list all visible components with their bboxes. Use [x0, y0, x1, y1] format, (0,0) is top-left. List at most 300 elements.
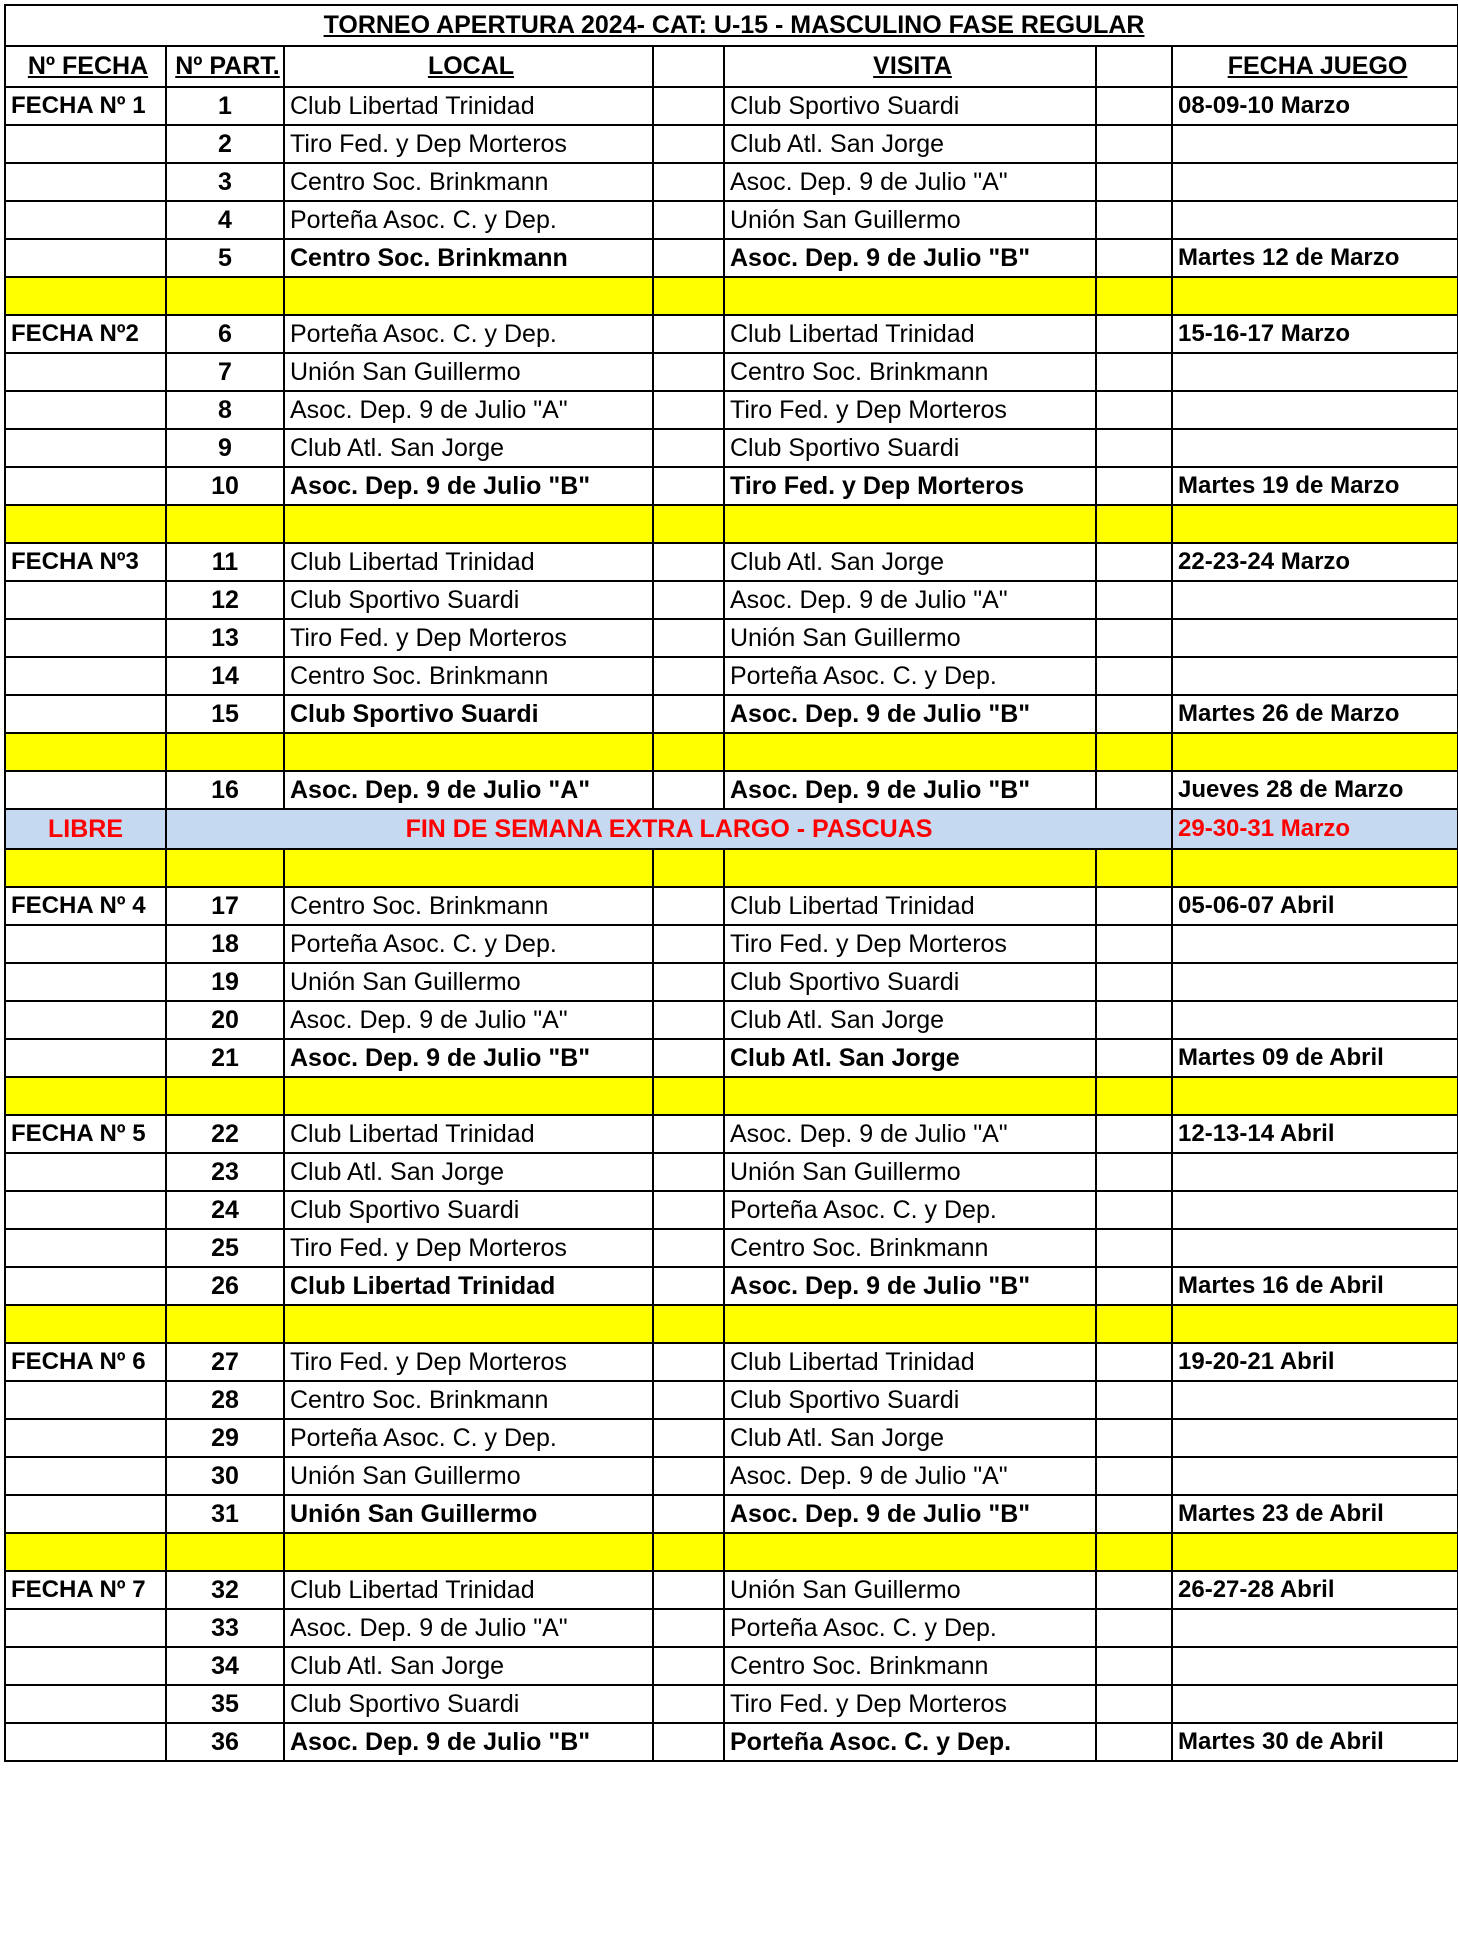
spacer-cell — [1096, 87, 1172, 125]
spacer-cell — [653, 1001, 724, 1039]
visiting-team: Asoc. Dep. 9 de Julio "B" — [724, 695, 1096, 733]
match-date — [1172, 429, 1458, 467]
match-number: 33 — [166, 1609, 284, 1647]
match-number: 27 — [166, 1343, 284, 1381]
match-date — [1172, 1229, 1458, 1267]
separator-cell — [1172, 1077, 1458, 1115]
local-team: Asoc. Dep. 9 de Julio "B" — [284, 1039, 653, 1077]
visiting-team: Unión San Guillermo — [724, 1571, 1096, 1609]
spacer-cell — [653, 1647, 724, 1685]
match-number: 31 — [166, 1495, 284, 1533]
fecha-cell: FECHA Nº 5 — [5, 1115, 166, 1153]
match-row — [5, 543, 1458, 581]
spacer-cell — [653, 87, 724, 125]
visiting-team: Unión San Guillermo — [724, 201, 1096, 239]
match-row — [5, 581, 1458, 619]
separator-cell — [166, 849, 284, 887]
match-number: 24 — [166, 1191, 284, 1229]
local-team: Unión San Guillermo — [284, 1457, 653, 1495]
libre-date: 29-30-31 Marzo — [1172, 809, 1458, 849]
fecha-cell — [5, 1495, 166, 1533]
separator-row — [5, 733, 1458, 771]
separator-cell — [724, 1305, 1096, 1343]
spacer-cell — [1096, 1723, 1172, 1761]
header-partido: Nº PART. — [166, 46, 284, 87]
header-fecha: Nº FECHA — [5, 46, 166, 87]
separator-cell — [5, 1533, 166, 1571]
local-team: Centro Soc. Brinkmann — [284, 239, 653, 277]
match-date — [1172, 1381, 1458, 1419]
match-number: 34 — [166, 1647, 284, 1685]
fecha-cell — [5, 1723, 166, 1761]
local-team: Club Atl. San Jorge — [284, 1153, 653, 1191]
separator-cell — [1096, 1077, 1172, 1115]
local-team: Porteña Asoc. C. y Dep. — [284, 201, 653, 239]
match-row — [5, 1343, 1458, 1381]
local-team: Asoc. Dep. 9 de Julio "B" — [284, 467, 653, 505]
fecha-cell — [5, 1039, 166, 1077]
local-team: Unión San Guillermo — [284, 353, 653, 391]
local-team: Asoc. Dep. 9 de Julio "A" — [284, 1001, 653, 1039]
fecha-cell — [5, 1191, 166, 1229]
match-date — [1172, 1001, 1458, 1039]
separator-cell — [284, 849, 653, 887]
match-row — [5, 1685, 1458, 1723]
local-team: Unión San Guillermo — [284, 1495, 653, 1533]
match-row — [5, 1609, 1458, 1647]
libre-label: LIBRE — [5, 809, 166, 849]
separator-row — [5, 849, 1458, 887]
fecha-cell — [5, 125, 166, 163]
match-date — [1172, 1457, 1458, 1495]
match-date — [1172, 657, 1458, 695]
spacer-cell — [1096, 657, 1172, 695]
visiting-team: Centro Soc. Brinkmann — [724, 353, 1096, 391]
spacer-cell — [653, 1685, 724, 1723]
visiting-team: Asoc. Dep. 9 de Julio "B" — [724, 1495, 1096, 1533]
fecha-cell — [5, 429, 166, 467]
match-row — [5, 201, 1458, 239]
separator-cell — [5, 733, 166, 771]
spacer-cell — [653, 163, 724, 201]
spacer-cell — [653, 1115, 724, 1153]
match-row — [5, 925, 1458, 963]
match-date: 12-13-14 Abril — [1172, 1115, 1458, 1153]
match-date: 15-16-17 Marzo — [1172, 315, 1458, 353]
match-date — [1172, 125, 1458, 163]
spacer-cell — [1096, 1229, 1172, 1267]
visiting-team: Asoc. Dep. 9 de Julio "A" — [724, 1457, 1096, 1495]
spacer-cell — [653, 1495, 724, 1533]
spacer-cell — [653, 201, 724, 239]
spacer-cell — [653, 467, 724, 505]
fecha-cell — [5, 963, 166, 1001]
match-number: 3 — [166, 163, 284, 201]
spacer-cell — [653, 1381, 724, 1419]
local-team: Porteña Asoc. C. y Dep. — [284, 925, 653, 963]
local-team: Club Libertad Trinidad — [284, 1571, 653, 1609]
visiting-team: Porteña Asoc. C. y Dep. — [724, 1609, 1096, 1647]
local-team: Club Atl. San Jorge — [284, 1647, 653, 1685]
match-row — [5, 1571, 1458, 1609]
match-number: 14 — [166, 657, 284, 695]
separator-cell — [284, 277, 653, 315]
libre-description: FIN DE SEMANA EXTRA LARGO - PASCUAS — [166, 809, 1172, 849]
spacer-cell — [1096, 1495, 1172, 1533]
spacer-cell — [653, 1723, 724, 1761]
match-date — [1172, 1685, 1458, 1723]
visiting-team: Asoc. Dep. 9 de Julio "B" — [724, 239, 1096, 277]
spacer-cell — [653, 1457, 724, 1495]
separator-cell — [1172, 1305, 1458, 1343]
visiting-team: Porteña Asoc. C. y Dep. — [724, 657, 1096, 695]
spacer-cell — [1096, 353, 1172, 391]
spacer-cell — [653, 1609, 724, 1647]
fecha-cell: FECHA Nº 6 — [5, 1343, 166, 1381]
spacer-cell — [653, 1191, 724, 1229]
separator-cell — [724, 277, 1096, 315]
visiting-team: Unión San Guillermo — [724, 1153, 1096, 1191]
match-number: 1 — [166, 87, 284, 125]
match-date — [1172, 925, 1458, 963]
spacer-cell — [1096, 925, 1172, 963]
match-row — [5, 1381, 1458, 1419]
separator-cell — [653, 1533, 724, 1571]
separator-cell — [653, 849, 724, 887]
title-row — [5, 5, 1458, 46]
visiting-team: Unión San Guillermo — [724, 619, 1096, 657]
fecha-cell — [5, 1609, 166, 1647]
fecha-cell — [5, 1381, 166, 1419]
fecha-cell — [5, 925, 166, 963]
header-fecha-juego: FECHA JUEGO — [1172, 46, 1458, 87]
spacer-cell — [1096, 391, 1172, 429]
match-date — [1172, 963, 1458, 1001]
separator-cell — [1096, 733, 1172, 771]
spacer-cell — [1096, 1457, 1172, 1495]
separator-cell — [653, 1077, 724, 1115]
spacer-cell — [653, 771, 724, 809]
match-row — [5, 619, 1458, 657]
separator-row — [5, 1533, 1458, 1571]
spacer-cell — [1096, 1381, 1172, 1419]
match-row — [5, 467, 1458, 505]
match-number: 17 — [166, 887, 284, 925]
spacer-cell — [653, 581, 724, 619]
separator-cell — [5, 277, 166, 315]
separator-cell — [1172, 505, 1458, 543]
separator-cell — [1096, 277, 1172, 315]
visiting-team: Club Atl. San Jorge — [724, 1039, 1096, 1077]
match-row — [5, 771, 1458, 809]
separator-cell — [1096, 1533, 1172, 1571]
header-spacer-1 — [653, 46, 724, 87]
spacer-cell — [653, 391, 724, 429]
match-date — [1172, 201, 1458, 239]
visiting-team: Centro Soc. Brinkmann — [724, 1647, 1096, 1685]
spacer-cell — [653, 963, 724, 1001]
match-row — [5, 1115, 1458, 1153]
local-team: Asoc. Dep. 9 de Julio "B" — [284, 1723, 653, 1761]
visiting-team: Tiro Fed. y Dep Morteros — [724, 391, 1096, 429]
fecha-cell — [5, 1001, 166, 1039]
spacer-cell — [653, 1267, 724, 1305]
spacer-cell — [653, 887, 724, 925]
fecha-cell: FECHA Nº 7 — [5, 1571, 166, 1609]
spacer-cell — [1096, 201, 1172, 239]
match-number: 19 — [166, 963, 284, 1001]
visiting-team: Club Sportivo Suardi — [724, 963, 1096, 1001]
match-date — [1172, 581, 1458, 619]
match-date: Jueves 28 de Marzo — [1172, 771, 1458, 809]
match-date — [1172, 353, 1458, 391]
match-row — [5, 429, 1458, 467]
spacer-cell — [1096, 315, 1172, 353]
local-team: Centro Soc. Brinkmann — [284, 163, 653, 201]
match-number: 21 — [166, 1039, 284, 1077]
spacer-cell — [653, 239, 724, 277]
spacer-cell — [653, 353, 724, 391]
visiting-team: Club Libertad Trinidad — [724, 315, 1096, 353]
spacer-cell — [1096, 1685, 1172, 1723]
fecha-cell — [5, 239, 166, 277]
fecha-cell — [5, 201, 166, 239]
visiting-team: Asoc. Dep. 9 de Julio "A" — [724, 163, 1096, 201]
match-row — [5, 1495, 1458, 1533]
separator-cell — [166, 1533, 284, 1571]
match-date — [1172, 1647, 1458, 1685]
spacer-cell — [1096, 125, 1172, 163]
match-date — [1172, 1609, 1458, 1647]
fecha-cell: FECHA Nº 4 — [5, 887, 166, 925]
local-team: Club Libertad Trinidad — [284, 87, 653, 125]
local-team: Club Sportivo Suardi — [284, 1191, 653, 1229]
match-number: 9 — [166, 429, 284, 467]
match-number: 28 — [166, 1381, 284, 1419]
match-row — [5, 1153, 1458, 1191]
visiting-team: Porteña Asoc. C. y Dep. — [724, 1191, 1096, 1229]
spacer-cell — [1096, 1343, 1172, 1381]
match-date — [1172, 619, 1458, 657]
match-number: 29 — [166, 1419, 284, 1457]
visiting-team: Club Atl. San Jorge — [724, 1001, 1096, 1039]
match-number: 36 — [166, 1723, 284, 1761]
match-number: 16 — [166, 771, 284, 809]
fecha-cell — [5, 1153, 166, 1191]
match-date: Martes 23 de Abril — [1172, 1495, 1458, 1533]
match-number: 6 — [166, 315, 284, 353]
separator-cell — [5, 1077, 166, 1115]
match-date: Martes 12 de Marzo — [1172, 239, 1458, 277]
spacer-cell — [653, 1343, 724, 1381]
fecha-cell — [5, 353, 166, 391]
match-row — [5, 657, 1458, 695]
header-visita: VISITA — [724, 46, 1096, 87]
spacer-cell — [653, 1571, 724, 1609]
separator-row — [5, 505, 1458, 543]
visiting-team: Club Sportivo Suardi — [724, 1381, 1096, 1419]
separator-cell — [284, 733, 653, 771]
spacer-cell — [653, 125, 724, 163]
local-team: Club Libertad Trinidad — [284, 1267, 653, 1305]
match-row — [5, 1191, 1458, 1229]
match-number: 15 — [166, 695, 284, 733]
fecha-cell — [5, 467, 166, 505]
visiting-team: Club Atl. San Jorge — [724, 1419, 1096, 1457]
match-row — [5, 887, 1458, 925]
spacer-cell — [1096, 429, 1172, 467]
separator-cell — [1172, 849, 1458, 887]
separator-cell — [166, 277, 284, 315]
match-row — [5, 1001, 1458, 1039]
match-number: 8 — [166, 391, 284, 429]
match-row — [5, 163, 1458, 201]
fecha-cell — [5, 581, 166, 619]
match-row — [5, 391, 1458, 429]
local-team: Club Sportivo Suardi — [284, 581, 653, 619]
spacer-cell — [653, 543, 724, 581]
separator-cell — [284, 1533, 653, 1571]
spacer-cell — [1096, 467, 1172, 505]
fecha-cell — [5, 771, 166, 809]
visiting-team: Tiro Fed. y Dep Morteros — [724, 1685, 1096, 1723]
separator-cell — [1096, 849, 1172, 887]
header-row — [5, 46, 1458, 87]
spacer-cell — [653, 925, 724, 963]
local-team: Tiro Fed. y Dep Morteros — [284, 1343, 653, 1381]
fecha-cell: FECHA Nº3 — [5, 543, 166, 581]
spacer-cell — [1096, 887, 1172, 925]
separator-cell — [1172, 1533, 1458, 1571]
fecha-cell — [5, 163, 166, 201]
spacer-cell — [1096, 581, 1172, 619]
match-row — [5, 1419, 1458, 1457]
match-number: 23 — [166, 1153, 284, 1191]
spacer-cell — [1096, 1571, 1172, 1609]
separator-cell — [166, 1077, 284, 1115]
separator-cell — [1096, 505, 1172, 543]
spacer-cell — [653, 657, 724, 695]
separator-row — [5, 1305, 1458, 1343]
match-number: 10 — [166, 467, 284, 505]
fecha-cell — [5, 657, 166, 695]
match-date: 22-23-24 Marzo — [1172, 543, 1458, 581]
match-row — [5, 239, 1458, 277]
sheet-title: TORNEO APERTURA 2024- CAT: U-15 - MASCULINO FASE REGULAR — [5, 5, 1458, 46]
match-number: 2 — [166, 125, 284, 163]
separator-cell — [166, 1305, 284, 1343]
spacer-cell — [653, 1419, 724, 1457]
header-local: LOCAL — [284, 46, 653, 87]
local-team: Asoc. Dep. 9 de Julio "A" — [284, 771, 653, 809]
spacer-cell — [1096, 1609, 1172, 1647]
separator-cell — [653, 277, 724, 315]
spacer-cell — [653, 695, 724, 733]
match-number: 11 — [166, 543, 284, 581]
match-row — [5, 125, 1458, 163]
separator-cell — [284, 505, 653, 543]
match-date: Martes 16 de Abril — [1172, 1267, 1458, 1305]
match-row — [5, 1723, 1458, 1761]
visiting-team: Porteña Asoc. C. y Dep. — [724, 1723, 1096, 1761]
spacer-cell — [1096, 1039, 1172, 1077]
fixture-table — [4, 4, 1458, 1762]
match-date — [1172, 1191, 1458, 1229]
local-team: Club Libertad Trinidad — [284, 1115, 653, 1153]
separator-cell — [166, 505, 284, 543]
match-date: Martes 30 de Abril — [1172, 1723, 1458, 1761]
spacer-cell — [653, 315, 724, 353]
spacer-cell — [653, 1039, 724, 1077]
local-team: Club Sportivo Suardi — [284, 1685, 653, 1723]
visiting-team: Asoc. Dep. 9 de Julio "B" — [724, 1267, 1096, 1305]
visiting-team: Tiro Fed. y Dep Morteros — [724, 467, 1096, 505]
separator-cell — [724, 1533, 1096, 1571]
match-number: 4 — [166, 201, 284, 239]
spacer-cell — [1096, 771, 1172, 809]
separator-cell — [1172, 277, 1458, 315]
fecha-cell — [5, 1419, 166, 1457]
separator-row — [5, 277, 1458, 315]
separator-cell — [166, 733, 284, 771]
spacer-cell — [1096, 619, 1172, 657]
match-row — [5, 87, 1458, 125]
local-team: Asoc. Dep. 9 de Julio "A" — [284, 1609, 653, 1647]
match-number: 18 — [166, 925, 284, 963]
visiting-team: Asoc. Dep. 9 de Julio "A" — [724, 1115, 1096, 1153]
match-number: 12 — [166, 581, 284, 619]
separator-cell — [653, 733, 724, 771]
spacer-cell — [1096, 963, 1172, 1001]
local-team: Centro Soc. Brinkmann — [284, 887, 653, 925]
separator-cell — [724, 849, 1096, 887]
separator-cell — [653, 505, 724, 543]
visiting-team: Centro Soc. Brinkmann — [724, 1229, 1096, 1267]
fecha-cell: FECHA Nº 1 — [5, 87, 166, 125]
local-team: Asoc. Dep. 9 de Julio "A" — [284, 391, 653, 429]
visiting-team: Club Sportivo Suardi — [724, 87, 1096, 125]
local-team: Tiro Fed. y Dep Morteros — [284, 125, 653, 163]
separator-cell — [653, 1305, 724, 1343]
spacer-cell — [1096, 1647, 1172, 1685]
spacer-cell — [1096, 1153, 1172, 1191]
spacer-cell — [1096, 1191, 1172, 1229]
match-number: 25 — [166, 1229, 284, 1267]
separator-cell — [1172, 733, 1458, 771]
match-number: 32 — [166, 1571, 284, 1609]
header-spacer-2 — [1096, 46, 1172, 87]
match-date: 05-06-07 Abril — [1172, 887, 1458, 925]
visiting-team: Club Sportivo Suardi — [724, 429, 1096, 467]
visiting-team: Tiro Fed. y Dep Morteros — [724, 925, 1096, 963]
fecha-cell — [5, 1647, 166, 1685]
fecha-cell — [5, 1457, 166, 1495]
visiting-team: Club Atl. San Jorge — [724, 125, 1096, 163]
separator-cell — [5, 505, 166, 543]
match-row — [5, 963, 1458, 1001]
fecha-cell: FECHA Nº2 — [5, 315, 166, 353]
match-date — [1172, 1419, 1458, 1457]
fecha-cell — [5, 619, 166, 657]
match-row — [5, 1457, 1458, 1495]
match-date: Martes 19 de Marzo — [1172, 467, 1458, 505]
fixture-sheet — [4, 4, 1457, 1762]
local-team: Porteña Asoc. C. y Dep. — [284, 315, 653, 353]
match-row — [5, 353, 1458, 391]
match-date — [1172, 391, 1458, 429]
spacer-cell — [1096, 1001, 1172, 1039]
separator-cell — [284, 1305, 653, 1343]
